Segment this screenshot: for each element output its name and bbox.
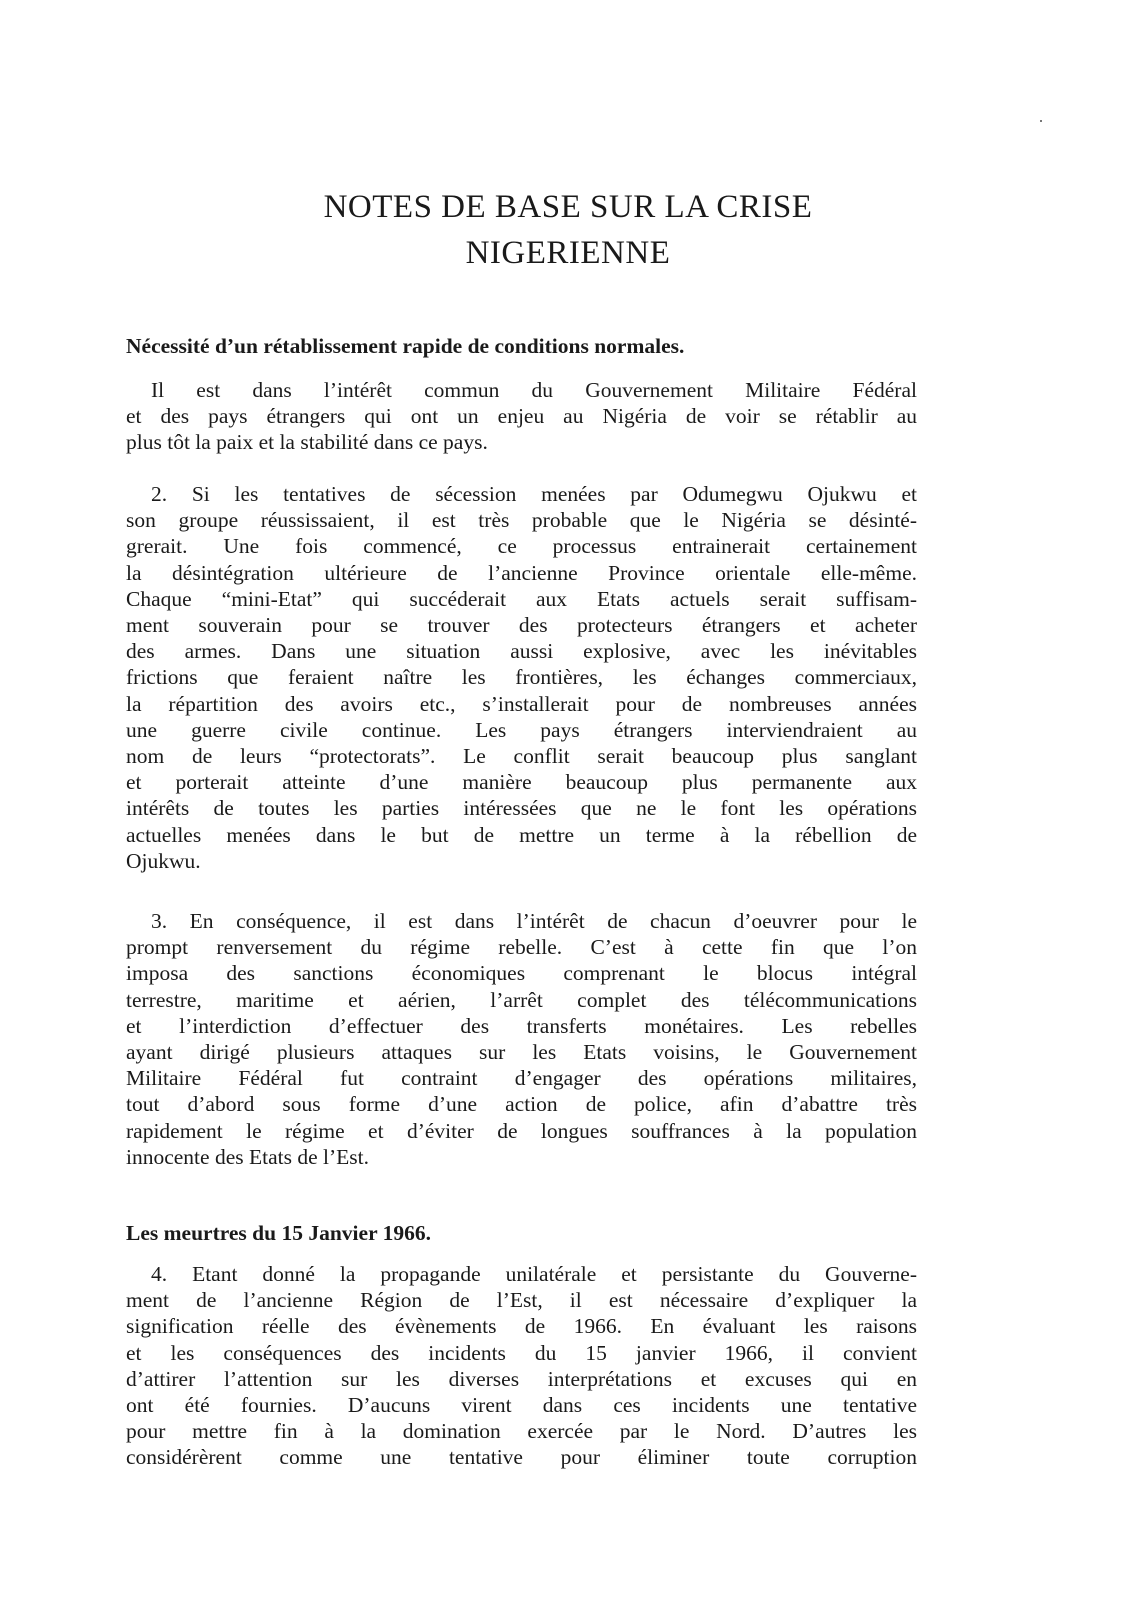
text-line: son groupe réussissaient, il est très probable que le Nigéria se désinté- <box>126 508 917 533</box>
text-line: ont été fournies. D’aucuns virent dans ces incidents une tentative <box>126 1393 917 1418</box>
text-line: une guerre civile continue. Les pays étrangers interviendraient au <box>126 717 917 742</box>
text-line: et porterait atteinte d’une manière beaucoup plus permanente aux <box>126 770 917 795</box>
page-title-line-1: NOTES DE BASE SUR LA CRISE <box>323 189 813 225</box>
text-line: et des pays étrangers qui ont un enjeu au Nigéria de voir se rétablir au <box>126 404 917 429</box>
text-line: Chaque “mini-Etat” qui succéderait aux Etats actuels serait suffisam- <box>126 586 917 611</box>
text-line: ayant dirigé plusieurs attaques sur les Etats voisins, le Gouvernement <box>126 1040 917 1065</box>
text-line: rapidement le régime et d’éviter de longues souffrances à la population <box>126 1118 917 1143</box>
paragraph-2 <box>126 481 917 874</box>
scan-speck <box>1040 120 1042 122</box>
text-line: grerait. Une fois commencé, ce processus entrainerait certainement <box>126 534 917 559</box>
text-line: signification réelle des évènements de 1966. En évaluant les raisons <box>126 1314 917 1339</box>
text-line: innocente des Etats de l’Est. <box>126 1144 369 1169</box>
text-line: intérêts de toutes les parties intéressées que ne le font les opérations <box>126 796 917 821</box>
text-line: la répartition des avoirs etc., s’installerait pour de nombreuses années <box>126 691 917 716</box>
text-line: Militaire Fédéral fut contraint d’engager des opérations militaires, <box>126 1066 917 1091</box>
text-line: la désintégration ultérieure de l’ancienne Province orientale elle-même. <box>126 560 917 585</box>
text-line: 2. Si les tentatives de sécession menées par Odumegwu Ojukwu et <box>151 482 917 506</box>
page-title-line-2: NIGERIENNE <box>465 235 671 271</box>
text-line: plus tôt la paix et la stabilité dans ce pays. <box>126 430 488 455</box>
paragraph-3 <box>126 908 917 1170</box>
text-line: pour mettre fin à la domination exercée par le Nord. D’autres les <box>126 1419 917 1444</box>
text-line: imposa des sanctions économiques comprenant le blocus intégral <box>126 961 917 986</box>
text-line: des armes. Dans une situation aussi explosive, avec les inévitables <box>126 639 917 664</box>
text-line: 3. En conséquence, il est dans l’intérêt de chacun d’oeuvrer pour le <box>151 909 917 933</box>
text-line: et les conséquences des incidents du 15 janvier 1966, il convient <box>126 1340 917 1365</box>
text-line: prompt renversement du régime rebelle. C’est à cette fin que l’on <box>126 935 917 960</box>
section-heading-2: Les meurtres du 15 Janvier 1966. <box>126 1221 431 1245</box>
text-line: 4. Etant donné la propagande unilatérale et persistante du Gouverne- <box>151 1262 917 1286</box>
text-line: Ojukwu. <box>126 848 201 873</box>
text-line: Il est dans l’intérêt commun du Gouvernement Militaire Fédéral <box>151 378 917 402</box>
text-line: et l’interdiction d’effectuer des transferts monétaires. Les rebelles <box>126 1013 917 1038</box>
text-line: ment de l’ancienne Région de l’Est, il est nécessaire d’expliquer la <box>126 1288 917 1313</box>
text-line: ment souverain pour se trouver des protecteurs étrangers et acheter <box>126 613 917 638</box>
text-line: tout d’abord sous forme d’une action de police, afin d’abattre très <box>126 1092 917 1117</box>
paragraph-1 <box>126 377 917 456</box>
text-line: frictions que feraient naître les frontières, les échanges commerciaux, <box>126 665 917 690</box>
section-heading-1: Nécessité d’un rétablissement rapide de conditions normales. <box>126 334 685 358</box>
paragraph-4 <box>126 1261 917 1471</box>
text-line: considérèrent comme une tentative pour éliminer toute corruption <box>126 1445 917 1470</box>
text-line: actuelles menées dans le but de mettre un terme à la rébellion de <box>126 822 917 847</box>
text-line: nom de leurs “protectorats”. Le conflit serait beaucoup plus sanglant <box>126 744 917 769</box>
text-line: terrestre, maritime et aérien, l’arrêt complet des télécommunications <box>126 987 917 1012</box>
page-title <box>0 184 1136 276</box>
text-line: d’attirer l’attention sur les diverses interprétations et excuses qui en <box>126 1366 917 1391</box>
